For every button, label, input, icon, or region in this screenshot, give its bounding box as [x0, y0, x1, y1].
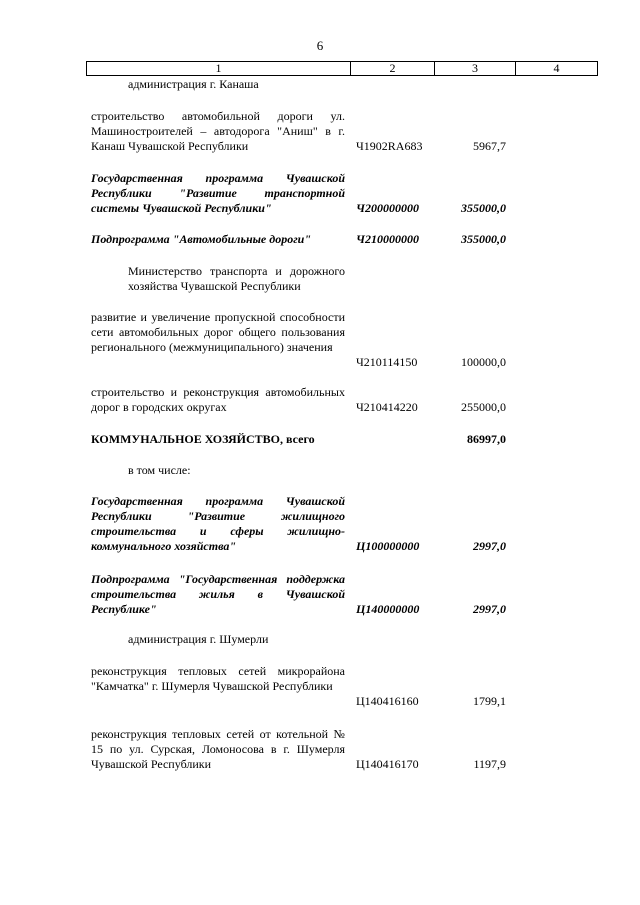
column-header-3: 3: [435, 62, 516, 76]
column-header-2: 2: [351, 62, 435, 76]
row-code: Ц140000000: [356, 602, 420, 616]
row-amount: 5967,7: [473, 139, 506, 153]
row-code: Ч210414220: [356, 400, 418, 414]
row-amount: 255000,0: [461, 400, 506, 414]
row-code: Ц100000000: [356, 539, 420, 553]
row-code: Ч200000000: [356, 201, 419, 215]
row-text: строительство и реконструкция автомобильных дорог в городских округах: [91, 385, 345, 414]
row-text: Подпрограмма "Государственная поддержка строительства жилья в Чувашской Республике": [91, 572, 345, 616]
row-amount: 355000,0: [461, 201, 506, 215]
row-amount: 1799,1: [473, 694, 506, 708]
row-amount: 86997,0: [467, 432, 506, 446]
page-number: 6: [316, 38, 324, 53]
table-header: [86, 61, 598, 76]
row-text: реконструкция тепловых сетей от котельной № 15 по ул. Сурская, Ломоносова в г. Шумерля Чувашской Республики: [91, 727, 345, 771]
row-text: в том числе:: [128, 463, 191, 477]
row-text: реконструкция тепловых сетей микрорайона "Камчатка" г. Шумерля Чувашской Республики: [91, 664, 345, 693]
row-text: строительство автомобильной дороги ул. Машиностроителей – автодорога "Аниш" в г. Канаш Чувашской Республики: [91, 109, 345, 153]
row-code: Ч210114150: [356, 355, 418, 369]
row-amount: 2997,0: [473, 539, 506, 553]
row-amount: 355000,0: [461, 232, 506, 246]
row-text: развитие и увеличение пропускной способности сети автомобильных дорог общего пользования регионального (межмуниципального) значения: [91, 310, 345, 354]
row-text: Подпрограмма "Автомобильные дороги": [91, 232, 311, 246]
row-text: Государственная программа Чувашской Республики "Развитие жилищного строительства и сферы жилищно-коммунального хозяйства": [91, 494, 345, 553]
row-code: Ч210000000: [356, 232, 419, 246]
row-text: Государственная программа Чувашской Республики "Развитие транспортной системы Чувашской Республики": [91, 171, 345, 215]
column-header-1: 1: [87, 62, 351, 76]
row-code: Ц140416170: [356, 757, 419, 771]
column-header-4: 4: [516, 62, 598, 76]
row-amount: 2997,0: [473, 602, 506, 616]
row-code: Ц140416160: [356, 694, 419, 708]
row-text: Министерство транспорта и дорожного хозяйства Чувашской Республики: [128, 264, 345, 293]
row-text: КОММУНАЛЬНОЕ ХОЗЯЙСТВО, всего: [91, 432, 315, 446]
row-text: администрация г. Шумерли: [128, 632, 269, 646]
row-text: администрация г. Канаша: [128, 77, 259, 91]
row-code: Ч1902RA683: [356, 139, 423, 153]
row-amount: 100000,0: [461, 355, 506, 369]
row-amount: 1197,9: [473, 757, 506, 771]
